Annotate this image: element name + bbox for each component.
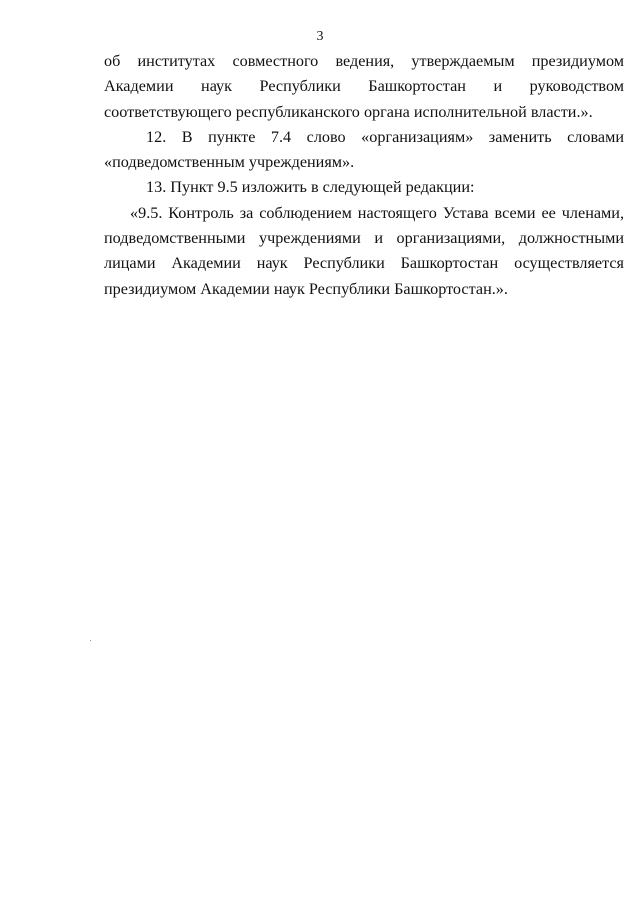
paragraph-continuation: об институтах совместного ведения, утверждаемым президиумом Академии наук Республики Башкортостан и руководством соответствующего республиканского органа исполнительной власти.». [104, 52, 624, 121]
page-number: 3 [316, 29, 324, 44]
scan-speck [90, 640, 91, 641]
document-body [104, 49, 624, 302]
paragraph-item-13: 13. Пункт 9.5 изложить в следующей редакции: [146, 178, 475, 197]
paragraph-item-12: 12. В пункте 7.4 слово «организациям» заменить словами «подведомственным учреждениям». [104, 127, 624, 172]
paragraph-quoted-9-5: «9.5. Контроль за соблюдением настоящего Устава всеми ее членами, подведомственными учреждениями и организациями, должностными лицами Академии наук Республики Башкортостан осуществляется президиумом Академии наук Республики Башкортостан.». [104, 203, 624, 298]
